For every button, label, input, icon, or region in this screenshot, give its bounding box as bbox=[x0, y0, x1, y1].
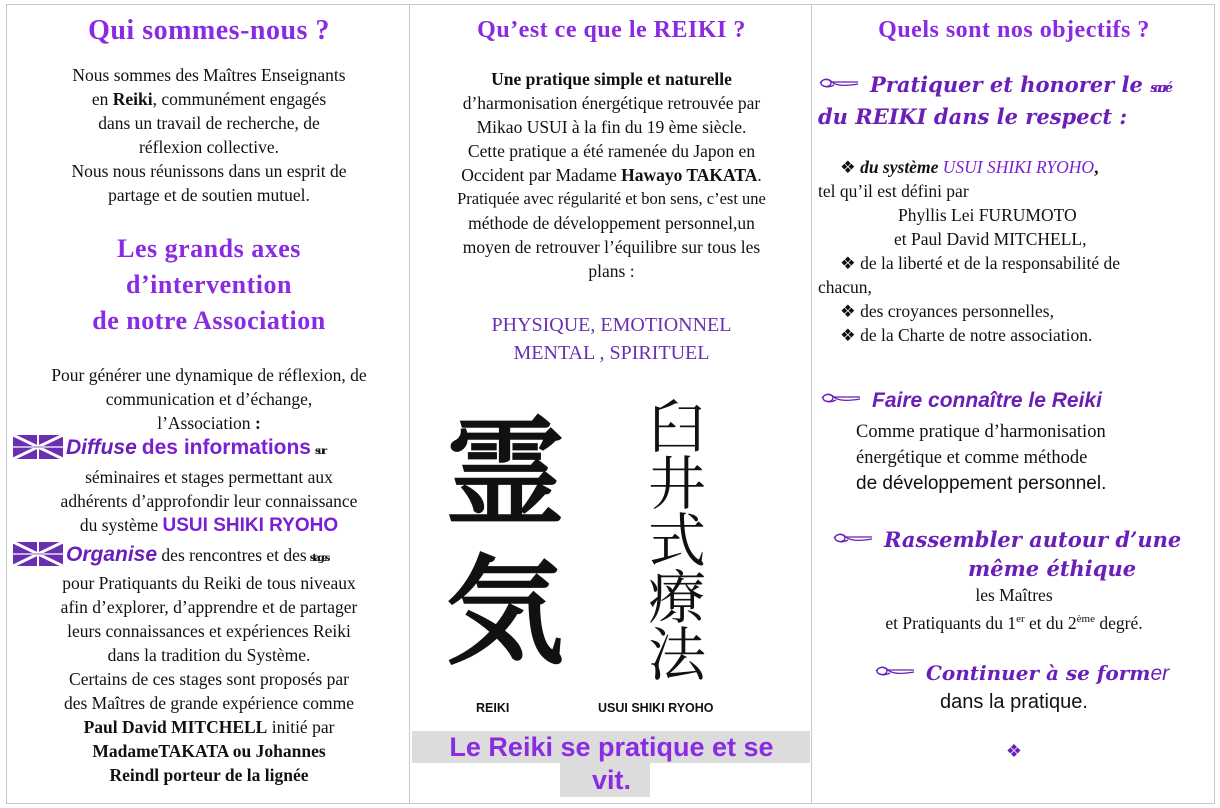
respect-line: ❖ de la liberté et de la responsabilité de bbox=[840, 253, 1121, 273]
diamond-icon: ❖ bbox=[1005, 741, 1023, 762]
reiki-bold: Reiki bbox=[112, 89, 153, 109]
detail-text: et du 2 bbox=[1024, 612, 1077, 633]
intro-line: partage et de soutien mutuel. bbox=[108, 185, 310, 205]
paragraph-line: Pour générer une dynamique de réflexion, de bbox=[51, 365, 367, 385]
diffuse-details bbox=[7, 465, 411, 538]
diffuse-rest: des informations bbox=[141, 436, 311, 459]
kanji-reiki bbox=[440, 405, 570, 681]
takata-name: Hawayo TAKATA bbox=[621, 165, 758, 185]
section-title-objectifs: Quels sont nos objectifs ? bbox=[878, 17, 1150, 43]
column-reiki bbox=[409, 4, 812, 804]
detail-text: degré. bbox=[1095, 612, 1143, 633]
objective-pratiquer bbox=[818, 71, 1169, 131]
objective-text: même éthique bbox=[968, 556, 1137, 581]
intro-line: dans un travail de recherche, de bbox=[98, 113, 320, 133]
intro-paragraph bbox=[7, 63, 411, 207]
objective-text: Pratiquer et honorer le bbox=[870, 72, 1151, 97]
axes-heading bbox=[7, 231, 411, 339]
detail-line bbox=[7, 715, 411, 739]
association-paragraph bbox=[7, 363, 411, 435]
superscript: ème bbox=[1076, 613, 1095, 625]
detail-line: les Maîtres bbox=[975, 585, 1053, 605]
respect-line: tel qu’il est défini par bbox=[818, 181, 969, 201]
description-line: plans : bbox=[588, 261, 635, 281]
detail-text: initié par bbox=[267, 717, 335, 737]
diffuse-verb: Diffuse bbox=[66, 436, 137, 459]
intro-line: Nous sommes des Maîtres Enseignants bbox=[72, 65, 346, 85]
diamond-bullet-icon: ❖ bbox=[840, 157, 861, 177]
paragraph-line: communication et d’échange, bbox=[105, 389, 313, 409]
objective-text: er bbox=[1150, 662, 1170, 685]
description-line bbox=[410, 163, 813, 187]
description-line: Pratiquée avec régularité et bon sens, c’est une bbox=[457, 189, 766, 208]
overlap-text: sacré bbox=[1150, 81, 1169, 96]
column-qui-sommes-nous bbox=[6, 4, 410, 804]
kanji-usui-shiki-ryoho bbox=[632, 393, 722, 689]
axes-heading-line: de notre Association bbox=[92, 306, 326, 335]
section-title-qui-sommes-nous: Qui sommes-nous ? bbox=[88, 15, 330, 46]
kanji-char: 療 bbox=[647, 564, 706, 632]
objective-continuer bbox=[874, 661, 1169, 686]
banner-text bbox=[410, 731, 813, 797]
organise-details bbox=[7, 571, 411, 787]
planes-line: PHYSIQUE, EMOTIONNEL bbox=[491, 314, 732, 336]
pointing-hand-icon bbox=[820, 391, 864, 405]
detail-line: pour Pratiquants du Reiki de tous niveaux bbox=[62, 573, 356, 593]
flag-icon bbox=[13, 542, 63, 566]
pointing-hand-icon bbox=[818, 76, 862, 90]
pointing-hand-icon bbox=[832, 531, 876, 545]
banner-line: Le Reiki se pratique et se bbox=[449, 732, 774, 762]
paragraph-text: l’Association bbox=[157, 413, 255, 433]
detail-line: adhérents d’approfondir leur connaissance bbox=[60, 491, 358, 511]
detail-line: énergétique et comme méthode bbox=[856, 448, 1088, 468]
column-objectifs bbox=[811, 4, 1215, 804]
description-text: . bbox=[757, 165, 762, 185]
detail-text: du système bbox=[79, 515, 163, 535]
detail-line: Certains de ces stages sont proposés par bbox=[69, 669, 349, 689]
description-line: Cette pratique a été ramenée du Japon en bbox=[467, 141, 756, 161]
respect-line: chacun, bbox=[818, 277, 872, 297]
axes-heading-line: Les grands axes bbox=[117, 234, 301, 263]
continuer-detail: dans la pratique. bbox=[940, 691, 1088, 713]
paragraph-line bbox=[7, 411, 411, 435]
detail-line: de développement personnel. bbox=[856, 473, 1107, 494]
description-line: d’harmonisation énergétique retrouvée par bbox=[462, 93, 761, 113]
intro-text: , communément engagés bbox=[152, 89, 327, 109]
label-usui-shiki-ryoho: USUI SHIKI RYOHO bbox=[598, 701, 714, 715]
description-text: Occident par Madame bbox=[461, 165, 622, 185]
faire-connaitre-details bbox=[856, 419, 1216, 497]
organise-rest: des rencontres et des bbox=[157, 545, 307, 565]
detail-line: des Maîtres de grande expérience comme bbox=[63, 693, 355, 713]
respect-list bbox=[818, 155, 1216, 347]
planes-list bbox=[410, 311, 813, 367]
detail-line: séminaires et stages permettant aux bbox=[85, 467, 333, 487]
objective-text: Continuer à se form bbox=[926, 661, 1151, 685]
axes-heading-line: d’intervention bbox=[126, 270, 292, 299]
detail-text: et Pratiquants du 1 bbox=[885, 612, 1017, 633]
objective-rassembler bbox=[832, 525, 1216, 583]
kanji-char: 式 bbox=[647, 507, 706, 575]
flag-icon bbox=[13, 435, 63, 459]
description-line: Mikao USUI à la fin du 19 ème siècle. bbox=[476, 117, 747, 137]
kanji-char: 井 bbox=[647, 450, 706, 518]
planes-line: MENTAL , SPIRITUEL bbox=[513, 342, 710, 364]
detail-line: dans la tradition du Système. bbox=[107, 645, 311, 665]
reiki-description bbox=[410, 67, 813, 283]
respect-line: ❖ de la Charte de notre association. bbox=[840, 325, 1093, 345]
intro-line: Nous nous réunissons dans un esprit de bbox=[71, 161, 347, 181]
superscript: er bbox=[1016, 613, 1025, 625]
respect-text: du système bbox=[860, 157, 943, 177]
usui-shiki-ryoho-label: USUI SHIKI RYOHO bbox=[942, 157, 1095, 177]
detail-line: Reindl porteur de la lignée bbox=[109, 765, 309, 785]
organise-item bbox=[13, 542, 411, 567]
usui-shiki-ryoho-label: USUI SHIKI RYOHO bbox=[162, 515, 339, 536]
overlap-text: stages bbox=[309, 553, 328, 564]
banner-line: vit. bbox=[591, 765, 631, 795]
pointing-hand-icon bbox=[874, 664, 918, 678]
mitchell-name: Paul David MITCHELL bbox=[83, 717, 268, 737]
kanji-char: 臼 bbox=[647, 393, 706, 461]
detail-line: MadameTAKATA ou Johannes bbox=[92, 741, 326, 761]
objective-faire-connaitre bbox=[820, 389, 1102, 413]
detail-line: leurs connaissances et expériences Reiki bbox=[67, 621, 351, 641]
overlap-text: sur bbox=[315, 446, 325, 457]
detail-line bbox=[812, 607, 1216, 635]
comma: , bbox=[1094, 157, 1099, 177]
detail-line bbox=[7, 513, 411, 538]
respect-line: Phyllis Lei FURUMOTO bbox=[898, 205, 1077, 225]
detail-line: Comme pratique d’harmonisation bbox=[856, 422, 1106, 442]
diffuse-item bbox=[13, 435, 411, 460]
respect-item bbox=[818, 155, 1216, 179]
objective-text: du REIKI dans le respect : bbox=[818, 104, 1128, 129]
description-line: Une pratique simple et naturelle bbox=[491, 69, 732, 89]
description-line: moyen de retrouver l’équilibre sur tous les bbox=[462, 237, 761, 257]
detail-line: afin d’explorer, d’apprendre et de partager bbox=[60, 597, 358, 617]
organise-verb: Organise bbox=[66, 543, 158, 566]
kanji-char: 霊 bbox=[445, 405, 564, 543]
intro-line bbox=[7, 87, 411, 111]
colon: : bbox=[254, 413, 261, 433]
rassembler-details bbox=[812, 583, 1216, 635]
kanji-char: 気 bbox=[445, 543, 564, 681]
intro-line: réflexion collective. bbox=[139, 137, 279, 157]
objective-text: Rassembler autour d’une bbox=[884, 527, 1182, 552]
objective-text: Faire connaître le Reiki bbox=[872, 389, 1102, 412]
intro-text: en bbox=[91, 89, 113, 109]
label-reiki: REIKI bbox=[476, 701, 510, 715]
kanji-char: 法 bbox=[647, 621, 706, 689]
respect-line: ❖ des croyances personnelles, bbox=[840, 301, 1054, 321]
respect-line: et Paul David MITCHELL, bbox=[894, 229, 1087, 249]
section-title-reiki: Qu’est ce que le REIKI ? bbox=[477, 17, 746, 43]
description-line: méthode de développement personnel,un bbox=[468, 213, 755, 233]
